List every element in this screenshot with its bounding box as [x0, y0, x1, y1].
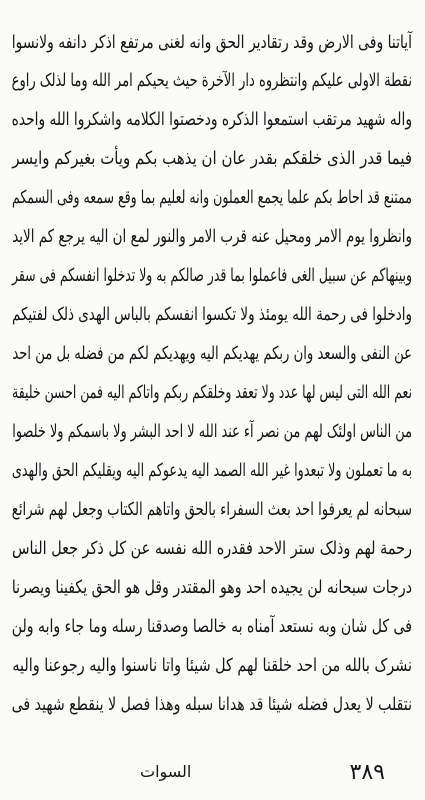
manuscript-line: سبحانه لم یعرفوا احد بعث السفراء بالحق واتاهم الکتاب وجعل لهم شرائع: [11, 499, 413, 520]
manuscript-line: وانظروا یوم الامر ومحیل عنه قرب الامر والنور لمع ان الیه یرجع کم الاید: [12, 226, 413, 247]
manuscript-line: وبینهاکم عن سبیل الغی فاعملوا بما قدر صالکم به ولا تدخلوا انفسکم فی سقر: [11, 265, 412, 286]
manuscript-line: به ما تعملون ولا تبعدوا غیر الله الصمد الیه یدعوکم الیه ویقلیکم الحق والهدی: [11, 460, 412, 481]
manuscript-line: نقطة الاولی علیکم وانتظروه دار الآخرة حیث یحیکم امر الله وما لذلک راوع: [11, 70, 412, 91]
manuscript-line: وادخلوا فی رحمة الله یومئذ ولا تکسوا انفسکم بالباس الهدی ذلک لفتیکم: [12, 304, 412, 325]
manuscript-line: من الناس اولئک لهم من نصر آء عند الله لا احد البشر ولا باسمکم ولا خلصوا: [12, 421, 412, 442]
manuscript-line: فی کل شان وبه نستعد آمناه به خالصا وصدقنا رسله وما جاء وابه ولن: [11, 616, 412, 637]
manuscript-line: ممتنع قد احاط بکم علما یجمع العملون وانه لعلیم بما وقع سمعه وفی السمکم: [11, 187, 412, 208]
manuscript-line: عن النفی والسعد وان ربکم یهدیکم الیه ویهدیکم لکم من فضله بل من احد: [12, 343, 413, 364]
manuscript-line: رحمة لهم وذلک ستر الاحد فقدره الله نفسه عن کل ذکر جعل الناس: [11, 538, 412, 559]
manuscript-line: واله شهید مرتقب استمعوا الذکره ودخصتوا الکلامه واشکروا الله واحده: [11, 109, 412, 130]
manuscript-line: نشرک بالله من احد خلقنا لهم کل شیئا واتا ناسنوا والیه رجوعنا والیه: [12, 655, 412, 676]
manuscript-line: نتقلب لا یعدل فضله شیئا قد هدانا سبله وهذا فصل لا ینقطع شهید فی: [11, 694, 412, 715]
manuscript-line: آیاتنا وفی الارض وقد رتقادیر الحق وانه لغنی مرتفع اذکر دانفه ولانسوا: [11, 32, 413, 53]
manuscript-line: فیما قدر الذی خلقکم بقدر عان ان یذهب بکم ویأت بغیرکم وایسر: [12, 148, 413, 169]
manuscript-line: درجات سبحانه لن یجیده احد وهو المقتدر وقل هو الحق یکفینا ویصرنا: [11, 577, 413, 598]
manuscript-line: نعم الله التی لیس لها عدد ولا تعقد وخلقکم ربکم واتاکم الیه فمن احسن خلیقة: [12, 382, 412, 403]
manuscript-text-block: [12, 28, 412, 728]
page-footer: [0, 760, 425, 790]
page-number: ۳۸۹: [349, 760, 385, 785]
catchword: السوات: [140, 762, 192, 781]
